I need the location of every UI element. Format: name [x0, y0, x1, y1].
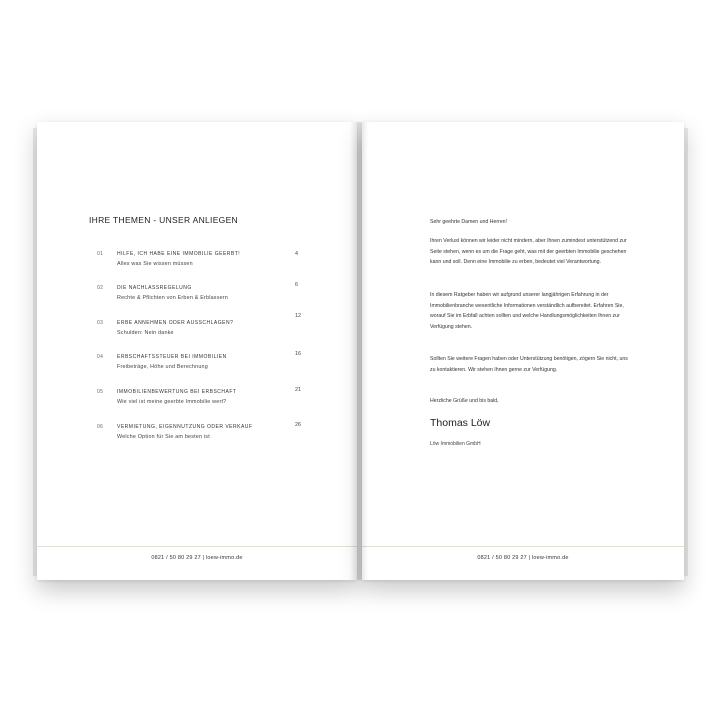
toc-title: IHRE THEMEN - UNSER ANLIEGEN: [89, 215, 238, 225]
toc-heading: ERBE ANNEHMEN ODER AUSSCHLAGEN?: [117, 320, 234, 326]
toc-page-number: 26: [295, 422, 301, 428]
toc-page-number: 21: [295, 387, 301, 393]
toc-number: 03: [97, 320, 104, 326]
toc-subtitle: Welche Option für Sie am besten ist: [117, 434, 210, 440]
book-gutter: [350, 122, 368, 580]
toc-heading: ERBSCHAFTSSTEUER BEI IMMOBILIEN: [117, 354, 227, 360]
left-page: [37, 122, 357, 580]
toc-entry[interactable]: [97, 313, 303, 345]
toc-entry[interactable]: [97, 388, 303, 414]
footer-contact: 0821 / 50 80 29 27 | loew-immo.de: [151, 555, 243, 561]
signature-name: Thomas Löw: [430, 417, 491, 429]
letter-salutation: Sehr geehrte Damen und Herren!: [430, 219, 507, 225]
toc-heading: HILFE, ICH HABE EINE IMMOBILIE GEERBT!: [117, 251, 241, 257]
toc-entry[interactable]: [97, 284, 303, 310]
toc-number: 05: [97, 389, 104, 395]
toc-number: 04: [97, 354, 104, 360]
letter-closing: Herzliche Grüße und bis bald,: [430, 398, 499, 404]
toc-subtitle: Schulden: Nein danke: [117, 330, 174, 336]
letter-paragraph: Sollten Sie weitere Fragen haben oder Unterstützung benötigen, zögern Sie nicht, uns zu kontaktieren. Wir stehen Ihnen gerne zur Verfügung.: [430, 356, 628, 373]
right-page: [362, 122, 684, 580]
toc-number: 01: [97, 251, 104, 257]
toc-subtitle: Freibeträge, Höhe und Berechnung: [117, 364, 208, 370]
toc-entry[interactable]: [97, 353, 303, 379]
toc-page-number: 12: [295, 313, 301, 319]
footer-divider: [362, 546, 684, 547]
toc-entry[interactable]: [97, 423, 303, 449]
toc-entry[interactable]: [97, 250, 303, 276]
toc-heading: DIE NACHLASSREGELUNG: [117, 285, 192, 291]
toc-subtitle: Wie viel ist meine geerbte Immobilie wert?: [117, 399, 227, 405]
letter-paragraph: Ihren Verlust können wir leider nicht mindern, aber Ihnen zumindest unterstützend zur Seite stehen, wenn es um die Frage geht, was mit der geerbten Immobilie geschehen kann und soll. Denn eine Immobilie zu erben, bedeutet viel Verantwortung.: [430, 238, 627, 266]
footer-contact: 0821 / 50 80 29 27 | loew-immo.de: [477, 555, 569, 561]
company-name: Löw Immobilien GmbH: [430, 441, 481, 447]
toc-subtitle: Alles was Sie wissen müssen: [117, 261, 193, 267]
toc-page-number: 6: [295, 282, 298, 288]
toc-subtitle: Rechte & Pflichten von Erben & Erblassern: [117, 295, 228, 301]
toc-number: 06: [97, 424, 104, 430]
toc-page-number: 16: [295, 351, 301, 357]
toc-number: 02: [97, 285, 104, 291]
footer-divider: [37, 546, 357, 547]
letter-paragraph: In diesem Ratgeber haben wir aufgrund unserer langjährigen Erfahrung in der Immobilienbranche wesentliche Informationen verständlich aufbereitet. Erfahren Sie, worauf Sie im Erbfall achten sollten und welche Handlungsmöglichkeiten Ihnen zur Verfügung stehen.: [430, 292, 624, 331]
toc-heading: VERMIETUNG, EIGENNUTZUNG ODER VERKAUF: [117, 424, 253, 430]
toc-page-number: 4: [295, 251, 298, 257]
toc-heading: IMMOBILIENBEWERTUNG BEI ERBSCHAFT: [117, 389, 237, 395]
